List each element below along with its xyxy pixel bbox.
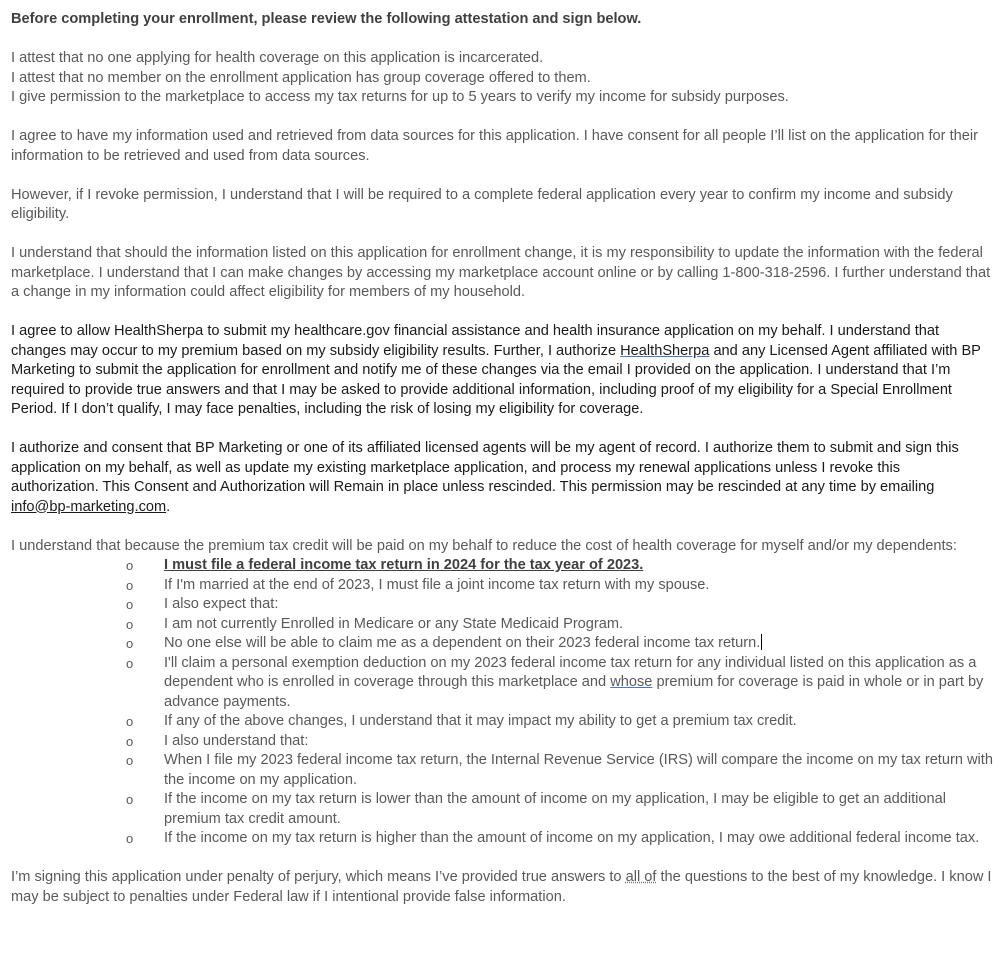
healthsherpa-paragraph xyxy=(11,322,991,420)
attestation-heading: Before completing your enrollment, please review the following attestation and sign below. xyxy=(11,11,642,27)
list-item xyxy=(11,712,999,732)
bullet-icon: o xyxy=(126,655,134,671)
file-return-item: I must file a federal income tax return in 2024 for the tax year of 2023. xyxy=(164,557,644,573)
perjury-text-1: I’m signing this application under penalty of perjury, which means I’ve provided true answers to xyxy=(11,869,626,885)
attest-incarcerated: I attest that no one applying for health coverage on this application is incarcerated. xyxy=(11,50,544,66)
bullet-icon: o xyxy=(126,636,134,651)
bullet-icon: o xyxy=(126,558,134,573)
agent-text-1: I authorize and consent that BP Marketing or one of its affiliated licensed agents will be my agent of record. I authorize them to submit and sign this application on my behalf, as well as update my existing marketplace application, and process my renewal applications unless I revoke this authorization. This Consent and Authorization will Remain in place unless rescinded. This permission may be rescinded at any time by emailing xyxy=(11,440,959,495)
healthsherpa-text-2: and any Licensed Agent affiliated with BP Marketing to submit the application for enrollment and notify me of these changes via the email I provided on the application. I understand that I’m required to provide true answers and that I may be asked to provide additional information, including proof of my eligibility for a Special Enrollment Period. If I don’t qualify, I may face penalties, including the risk of losing my eligibility for coverage. xyxy=(11,342,981,417)
list-item xyxy=(11,829,999,849)
tax-credit-list xyxy=(11,556,1000,849)
bullet-icon: o xyxy=(126,733,134,749)
income-higher-item: If the income on my tax return is higher than the amount of income on my application, I may owe additional federal income tax. xyxy=(164,830,980,846)
list-item xyxy=(11,732,999,752)
perjury-paragraph xyxy=(11,868,1000,907)
income-lower-item: If the income on my tax return is lower than the amount of income on my application, I may be eligible to get an additional premium tax credit amount. xyxy=(164,791,947,827)
list-item xyxy=(11,576,999,596)
perjury-text-2: the questions to the best of my knowledge. I know I may be subject to penalties under Federal law if I intentional provide false information. xyxy=(11,869,992,905)
list-item xyxy=(11,595,999,615)
bullet-icon: o xyxy=(126,792,134,807)
healthsherpa-link[interactable]: HealthSherpa xyxy=(620,342,710,359)
data-sources-paragraph: I agree to have my information used and retrieved from data sources for this application. I have consent for all people I’ll list on the application for their information to be retrieved and used from data sources. xyxy=(11,128,978,164)
bullet-icon: o xyxy=(126,597,134,612)
attest-group-coverage: I attest that no member on the enrollment application has group coverage offered to them. xyxy=(11,69,591,86)
exemption-text-2: premium for coverage is paid in whole or in part by advance payments. xyxy=(164,674,984,710)
agent-text-2: . xyxy=(166,498,171,515)
bullet-icon: o xyxy=(126,616,134,632)
text-cursor xyxy=(761,634,762,650)
married-joint-return-item: If I'm married at the end of 2023, I must file a joint income tax return with my spouse. xyxy=(164,576,710,593)
email-link[interactable]: info@bp-marketing.com xyxy=(11,498,167,515)
tax-credit-paragraph: I understand that because the premium tax credit will be paid on my behalf to reduce the cost of health coverage for myself and/or my dependents: xyxy=(11,537,957,554)
dependent-claim-item: No one else will be able to claim me as a dependent on their 2023 federal income tax return. xyxy=(164,635,761,651)
also-expect-item: I also expect that: xyxy=(164,596,279,612)
update-info-paragraph: I understand that should the information listed on this application for enrollment change, it is my responsibility to update the information with the federal marketplace. I understand that I can make changes by accessing my marketplace account online or by calling 1-800-318-2596. I further understand that a change in my information could affect eligibility for members of my household. xyxy=(11,245,991,300)
list-item xyxy=(11,615,999,635)
whose-word: whose xyxy=(610,674,653,690)
list-item xyxy=(11,751,999,790)
medicare-item: I am not currently Enrolled in Medicare or any State Medicaid Program. xyxy=(164,615,624,632)
healthsherpa-text-1: I agree to allow HealthSherpa to submit my healthcare.gov financial assistance and health insurance application on my behalf. I understand that changes may occur to my premium based on my subsidy eligibility results. Further, I authorize xyxy=(11,323,940,359)
list-item xyxy=(11,790,999,829)
also-understand-item: I also understand that: xyxy=(164,732,309,749)
list-item xyxy=(11,634,999,654)
attest-tax-returns: I give permission to the marketplace to access my tax returns for up to 5 years to verify my income for subsidy purposes. xyxy=(11,89,789,105)
bullet-icon: o xyxy=(126,831,134,846)
all-of-word: all of xyxy=(625,869,657,885)
exemption-text-1: I'll claim a personal exemption deduction on my 2023 federal income tax return for any individual listed on this application as a dependent who is enrolled in coverage through this marketplace and xyxy=(164,654,977,690)
bullet-icon: o xyxy=(126,753,134,768)
list-item xyxy=(11,556,999,576)
bullet-icon: o xyxy=(126,577,134,593)
list-item xyxy=(11,654,999,713)
bullet-icon: o xyxy=(126,714,134,729)
changes-impact-item: If any of the above changes, I understand that it may impact my ability to get a premium tax credit. xyxy=(164,713,797,729)
irs-compare-item: When I file my 2023 federal income tax return, the Internal Revenue Service (IRS) will compare the income on my tax return with the income on my application. xyxy=(164,752,993,788)
revoke-paragraph: However, if I revoke permission, I understand that I will be required to a complete federal application every year to confirm my income and subsidy eligibility. xyxy=(11,186,953,222)
agent-of-record-paragraph xyxy=(11,439,976,517)
